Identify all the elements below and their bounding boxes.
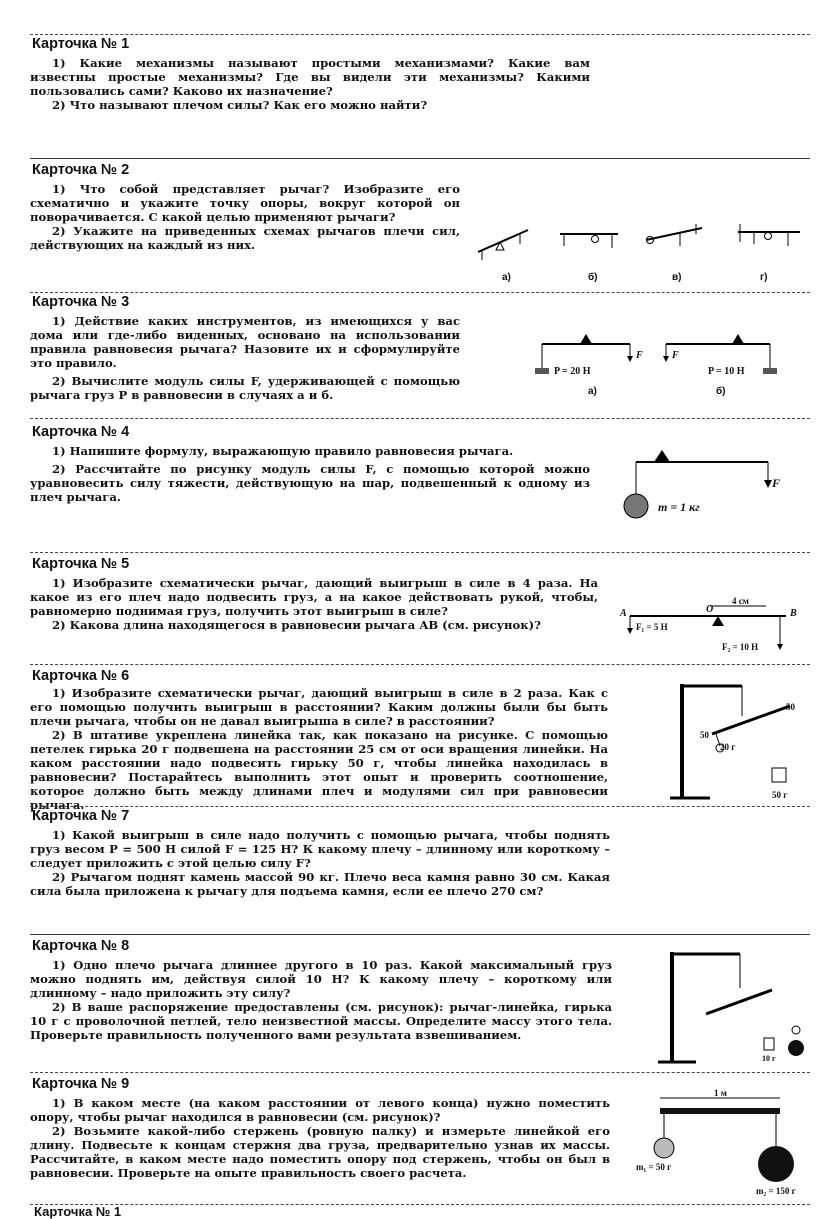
lever-weights-figure [530, 330, 800, 402]
question-2: 2) Укажите на приведенных схемах рычагов плечи сил, действующих на каждый из них. [30, 224, 460, 252]
mass-2-label: m₂ = 150 г [756, 1186, 796, 1196]
force-2-label: F₂ = 10 Н [722, 642, 759, 652]
lever-ab-figure [610, 596, 806, 658]
question-2: 2) В ваше распоряжение предоставлены (см. рисунок): рычаг-линейка, гирька 10 г с проволочной петлей, тело неизвестной массы. Определите массу этого тела. Проверьте правильность полученного вами результата взвешиванием. [30, 1000, 612, 1042]
card-title: Карточка № 8 [32, 938, 130, 954]
question-2: 2) Рычагом поднят камень массой 90 кг. Плечо веса камня равно 30 см. Какая сила была приложена к рычагу для подъема камня, если ее плечо 270 см? [30, 870, 610, 898]
mass-label: 10 г [762, 1054, 776, 1063]
question-2: 2) Вычислите модуль силы F, удерживающей с помощью рычага груз P в равновесии в случаях а и б. [30, 374, 460, 402]
question-1: 1) Одно плечо рычага длиннее другого в 10 раз. Какой максимальный груз можно поднять им, действуя силой 10 Н? К какому плечу – короткому или длинному – надо приложить эту силу? [30, 958, 612, 1000]
weight-label-a: P = 20 Н [554, 366, 591, 377]
caption-c: в) [672, 272, 682, 283]
question-1: 1) Изобразите схематически рычаг, дающий выигрыш в силе в 4 раза. На какое из его плеч надо подвесить груз, а на какое действовать рукой, чтобы, равномерно поднимая груз, получить этот выигрыш в силе? [30, 576, 598, 618]
lever-schemes-figure [470, 212, 810, 288]
card-title: Карточка № 9 [32, 1076, 130, 1092]
question-1: 1) Какой выигрыш в силе надо получить с помощью рычага, чтобы поднять груз весом P = 500 Н силой F = 125 Н? К какому плечу – длинному или короткому – следует приложить с этой целью силу F? [30, 828, 610, 870]
point-o-label: O [706, 604, 714, 615]
weight-label-b: P = 10 Н [708, 366, 745, 377]
force-1-label: F₁ = 5 Н [636, 622, 668, 632]
card-title: Карточка № 3 [32, 294, 130, 310]
question-2: 2) В штативе укреплена линейка так, как показано на рисунке. С помощью петелек гирька 20 г подвешена на расстоянии 25 см от оси вращения линейки. На каком расстоянии надо подвесить гирьку 50 г, чтобы линейка находилась в равновесии? Постарайтесь выполнить этот опыт и проверить соотношение, которое должно быть между длинами плеч и модулями сил при равновесии рычага. [30, 728, 608, 812]
question-2: 2) Рассчитайте по рисунку модуль силы F, с помощью которой можно уравновесить силу тяжести, действующую на шар, подвешенный к одному из плеч рычага. [30, 462, 590, 504]
question-1: 1) Напишите формулу, выражающую правило равновесия рычага. [52, 444, 514, 458]
scale-left-label: 50 [700, 730, 709, 740]
force-label: F [636, 350, 643, 361]
caption-b: б) [716, 386, 726, 397]
caption-a: а) [588, 386, 597, 397]
question-1: 1) Действие каких инструментов, из имеющихся у вас дома или где-либо виденных, основано на использовании правила равновесия рычага? Назовите их и сформулируйте это правило. [30, 314, 460, 370]
mass-50-label: 50 г [772, 790, 788, 800]
scale-right-label: 50 [786, 702, 795, 712]
question-2: 2) Какова длина находящегося в равновесии рычага AB (см. рисунок)? [52, 618, 541, 632]
lever-ball-figure [618, 450, 808, 530]
caption-a: а) [502, 272, 511, 283]
mass-1-label: m₁ = 50 г [636, 1162, 672, 1172]
point-a-label: A [620, 608, 627, 619]
stand-lever-figure [650, 944, 810, 1070]
card-title: Карточка № 5 [32, 556, 130, 572]
card-title: Карточка № 1 [32, 36, 130, 52]
distance-label: 4 см [732, 596, 749, 606]
card-title: Карточка № 7 [32, 808, 130, 824]
caption-b: б) [588, 272, 598, 283]
force-label: F [672, 350, 679, 361]
caption-d: г) [760, 272, 768, 283]
rod-weights-figure [630, 1086, 810, 1202]
force-label: F [772, 476, 781, 490]
mass-20-label: 20 г [720, 742, 736, 752]
card-title: Карточка № 4 [32, 424, 130, 440]
mass-label: m = 1 кг [658, 500, 700, 514]
question-1: 1) Что собой представляет рычаг? Изобразите его схематично и укажите точку опоры, вокруг которой он поворачивается. С какой целью применяют рычаги? [30, 182, 460, 224]
card-title: Карточка № 6 [32, 668, 130, 684]
card-1 [30, 36, 810, 112]
question-1: 1) В каком месте (на каком расстоянии от левого конца) нужно поместить опору, чтобы рычаг находился в равновесии (см. рисунок)? [30, 1096, 610, 1124]
card-7 [30, 808, 810, 898]
point-b-label: B [790, 608, 797, 619]
length-label: 1 м [714, 1088, 727, 1098]
question-1: 1) Изобразите схематически рычаг, дающий выигрыш в силе в 2 раза. Как с его помощью получить выигрыш в расстоянии? Каким должны были бы быть плечи рычага, чтобы он не давал выигрыша в силе? в расстоянии? [30, 686, 608, 728]
card-title: Карточка № 2 [32, 162, 130, 178]
lever-schemes-svg [470, 212, 810, 262]
question-2: 2) Что называют плечом силы? Как его можно найти? [52, 98, 428, 112]
stand-ruler-figure [660, 676, 810, 804]
footer-cut-title: Карточка № 1 [34, 1204, 122, 1219]
question-2: 2) Возьмите какой-либо стержень (ровную палку) и измерьте линейкой его длину. Подвесьте к концам стержня два груза, предварительно узнав их массы. Рассчитайте, в каком месте надо поместить опору под стержень, чтобы он был в равновесии. Проверьте на опыте правильность своего расчета. [30, 1124, 610, 1180]
question-1: 1) Какие механизмы называют простыми механизмами? Какие вам известны простые механизмы? Где вы видели эти механизмы? Какими пользовались сами? Каково их назначение? [30, 56, 590, 98]
